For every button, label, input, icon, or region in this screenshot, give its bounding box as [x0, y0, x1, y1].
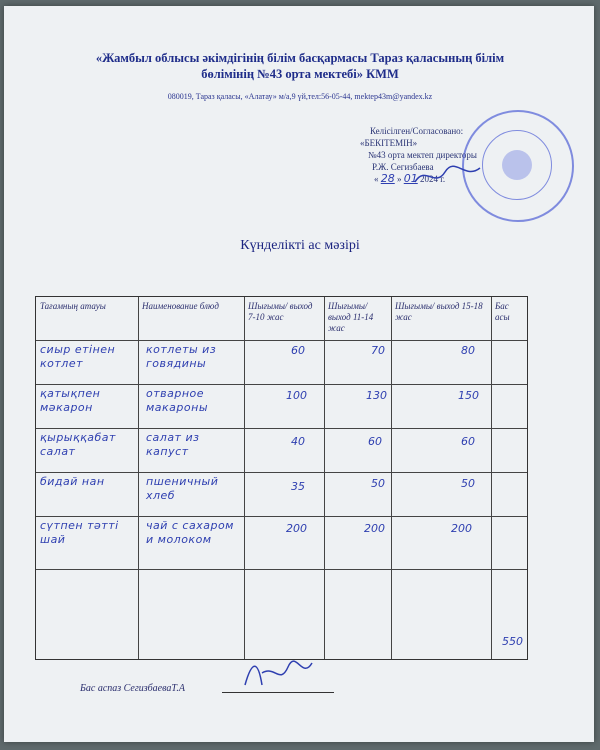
header-line-2: бөлімінің №43 орта мектебі» КММ — [201, 67, 399, 81]
row-4-yield-15-18: 50 — [461, 477, 475, 490]
organization-header — [60, 50, 540, 82]
school-director: №43 орта мектеп директоры — [368, 150, 477, 160]
row-1-dish-ru: котлеты из говядины — [146, 343, 217, 370]
menu-table — [35, 296, 528, 660]
chef-signature — [240, 655, 320, 695]
header-main-dish: Бас асы — [495, 301, 510, 322]
header-dish-kz: Тағамның атауы — [40, 301, 106, 311]
row-5-yield-7-10: 200 — [286, 522, 307, 535]
header-yield-11-14: Шығымы/ выход 11-14 жас — [328, 301, 374, 333]
row-5-yield-11-14: 200 — [364, 522, 385, 535]
row-1-yield-11-14: 70 — [371, 344, 385, 357]
header-yield-7-10: Шығымы/ выход 7-10 жас — [248, 301, 313, 322]
header-dish-ru: Наименование блюд — [142, 301, 219, 311]
director-name: Р.Ж. Сегизбаева — [372, 162, 434, 172]
row-3-yield-11-14: 60 — [368, 435, 382, 448]
row-1-yield-7-10: 60 — [291, 344, 305, 357]
page-title: Күнделікті ас мәзірі — [240, 238, 360, 253]
row-4-dish-kz: бидай нан — [40, 475, 105, 488]
header-yield-15-18: Шығымы/ выход 15-18 жас — [395, 301, 483, 322]
row-3-yield-15-18: 60 — [461, 435, 475, 448]
row-3-dish-kz: қырыққабат салат — [40, 431, 116, 458]
chef-label: Бас аспаз СегизбаеваТ.А — [80, 683, 185, 694]
row-2-yield-15-18: 150 — [458, 389, 479, 402]
header-line-1: «Жамбыл облысы әкімдігінің білім басқармасы Тараз қаласының білім — [95, 51, 505, 65]
organization-address: 080019, Тараз қаласы, «Алатау» м/а,9 үй,тел:56-05-44, mektep43m@yandex.kz — [167, 92, 433, 101]
approval-date: « 28 » 01 2024 г. — [374, 172, 446, 185]
row-4-dish-ru: пшеничный хлеб — [146, 475, 219, 502]
director-signature — [410, 160, 490, 190]
row-4-yield-11-14: 50 — [371, 477, 385, 490]
agreed-label: Келісілген/Согласовано: — [370, 126, 464, 136]
row-5-dish-kz: сүтпен тәтті шай — [40, 519, 119, 546]
row-3-dish-ru: салат из капуст — [146, 431, 200, 458]
row-5-yield-15-18: 200 — [451, 522, 472, 535]
row-2-yield-7-10: 100 — [286, 389, 307, 402]
total-value: 550 — [502, 635, 523, 648]
row-5-dish-ru: чай с сахаром и молоком — [146, 519, 234, 546]
row-3-yield-7-10: 40 — [291, 435, 305, 448]
row-1-yield-15-18: 80 — [461, 344, 475, 357]
row-2-dish-kz: қатықпен мәкарон — [40, 387, 101, 414]
row-4-yield-7-10: 35 — [291, 480, 305, 493]
row-2-dish-ru: отварное макароны — [146, 387, 209, 414]
approved-label: «БЕКІТЕМІН» — [360, 138, 418, 148]
row-1-dish-kz: сиыр етінен котлет — [40, 343, 116, 370]
row-2-yield-11-14: 130 — [366, 389, 387, 402]
